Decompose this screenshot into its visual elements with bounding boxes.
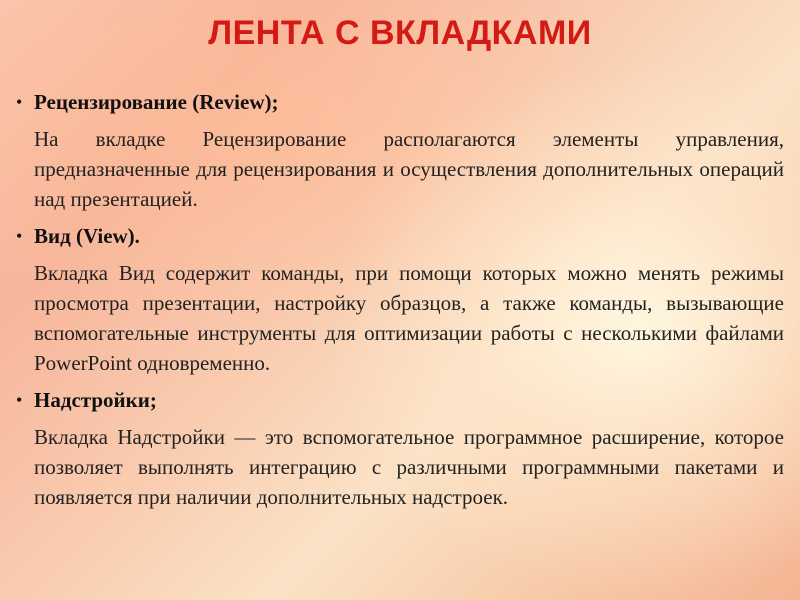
section-text-view: Вкладка Вид содержит команды, при помощи которых можно менять режимы просмотра презентации, настройку образцов, а также команды, вызывающие вспомогательные инструменты для оптимизации работы с несколькими файлами PowerPoint одновременно. [34, 261, 784, 375]
bullet-icon: • [16, 226, 23, 246]
section-heading-review [14, 88, 784, 116]
section-heading-view [14, 222, 784, 250]
section-heading-text: Надстройки; [34, 388, 157, 412]
slide-content [14, 88, 784, 520]
section-text-review: На вкладке Рецензирование располагаются элементы управления, предназначенные для рецензирования и осуществления дополнительных операций над презентацией. [34, 127, 784, 211]
section-text-addins: Вкладка Надстройки — это вспомогательное программное расширение, которое позволяет выполнять интеграцию с различными программными пакетами и появляется при наличии дополнительных надстроек. [34, 425, 784, 509]
slide-title: ЛЕНТА С ВКЛАДКАМИ [208, 14, 592, 52]
section-heading-text: Рецензирование (Review); [34, 90, 279, 114]
bullet-icon: • [16, 390, 23, 410]
bullet-icon: • [16, 92, 23, 112]
section-heading-text: Вид (View). [34, 224, 140, 248]
section-heading-addins [14, 386, 784, 414]
